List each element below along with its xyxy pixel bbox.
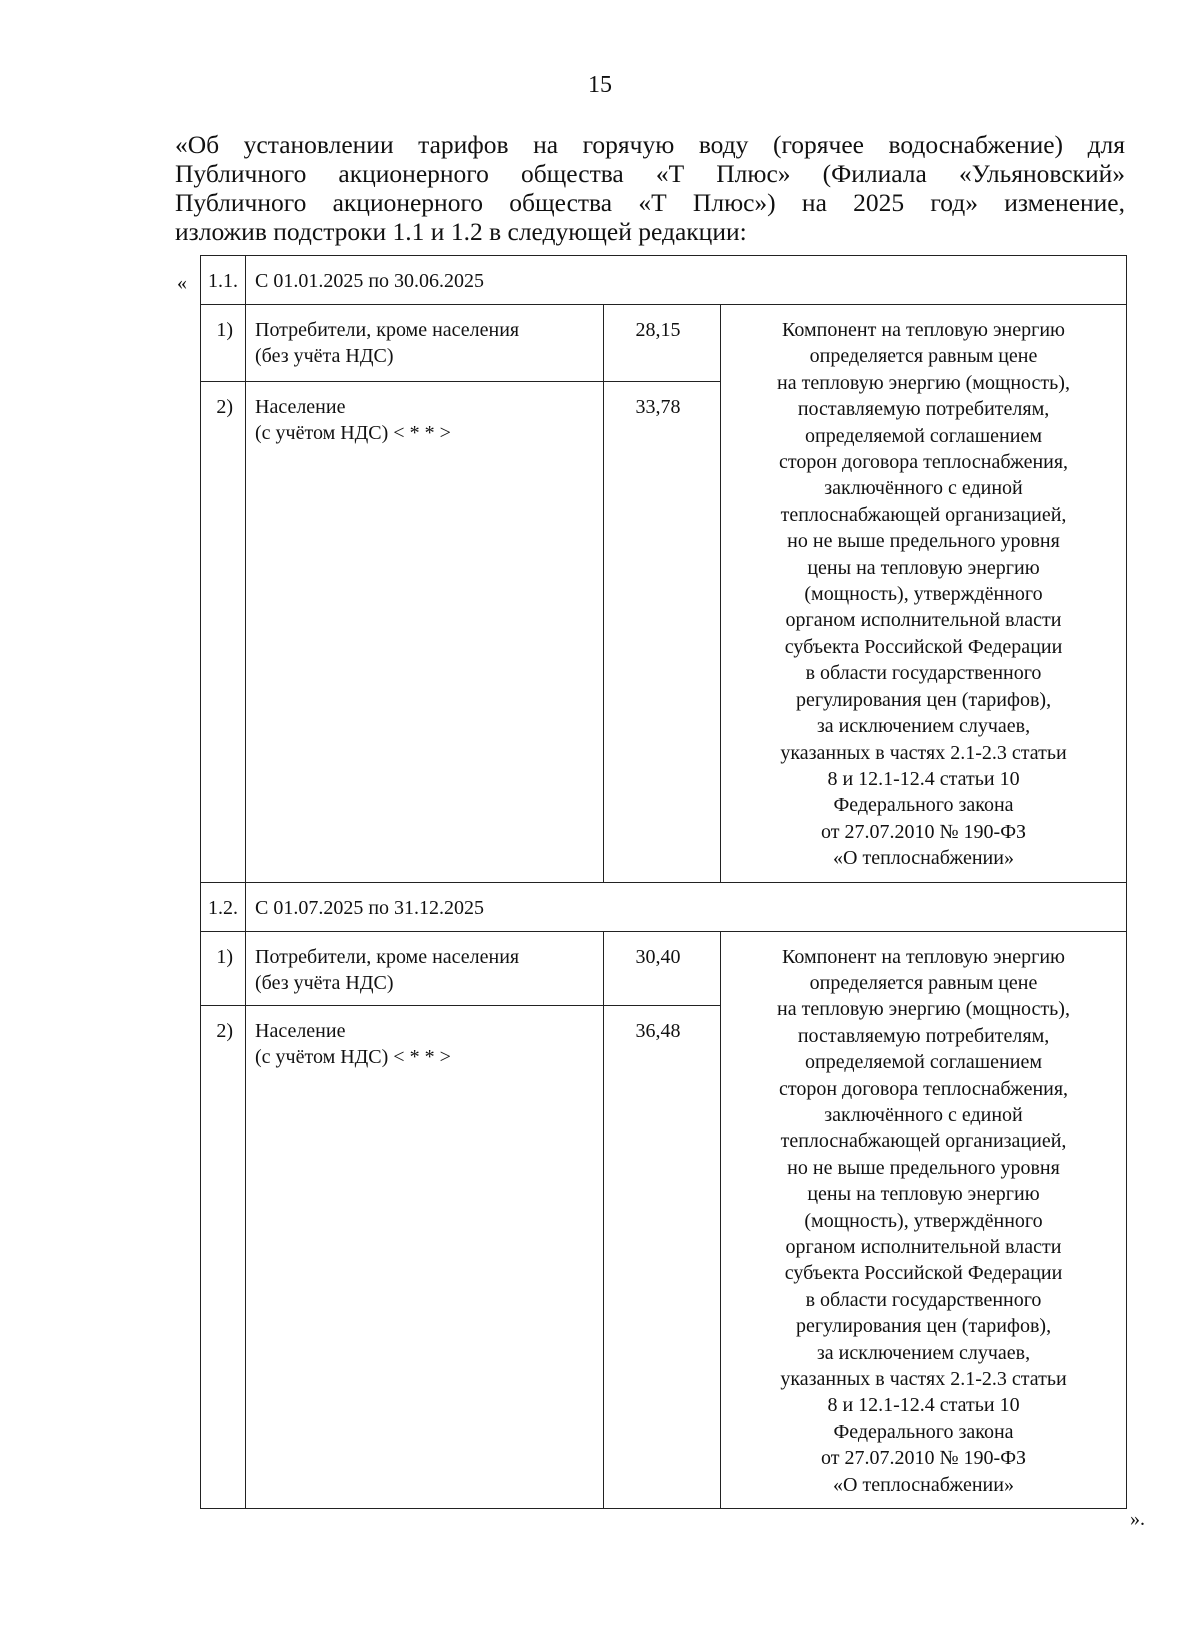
tariff-table bbox=[200, 255, 1127, 1509]
intro-line: Публичного акционерного общества «Т Плюс») на 2025 год» изменение, bbox=[175, 188, 1125, 217]
consumer-category-line: Потребители, кроме населения bbox=[255, 319, 520, 341]
tariff-note bbox=[721, 931, 1127, 1509]
note-line: заключённого с единой bbox=[824, 477, 1023, 500]
note-line: «О теплоснабжении» bbox=[833, 847, 1014, 870]
consumer-category bbox=[246, 1005, 604, 1508]
note-line: поставляемую потребителям, bbox=[797, 1024, 1050, 1047]
note-line: «О теплоснабжении» bbox=[833, 1473, 1014, 1496]
tariff-note bbox=[721, 305, 1127, 883]
note-line: цены на тепловую энергию bbox=[807, 1183, 1040, 1206]
note-line: указанных в частях 2.1-2.3 статьи bbox=[780, 1368, 1067, 1391]
intro-line: Публичного акционерного общества «Т Плюс» (Филиала «Ульяновский» bbox=[175, 159, 1125, 188]
note-line: регулирования цен (тарифов), bbox=[795, 1315, 1052, 1338]
note-line: определяемой соглашением bbox=[805, 424, 1042, 447]
note-line: в области государственного bbox=[805, 662, 1042, 685]
section-period: С 01.07.2025 по 31.12.2025 bbox=[246, 882, 1127, 931]
intro-paragraph bbox=[175, 130, 1125, 246]
note-line: определяется равным цене bbox=[809, 345, 1038, 368]
consumer-category bbox=[246, 381, 604, 882]
note-line: органом исполнительной власти bbox=[785, 609, 1062, 632]
section-header-row bbox=[201, 256, 1127, 305]
row-number: 1) bbox=[201, 305, 246, 382]
note-line: сторон договора теплоснабжения, bbox=[778, 1077, 1069, 1100]
note-line: 8 и 12.1-12.4 статьи 10 bbox=[827, 767, 1020, 790]
note-line: поставляемую потребителям, bbox=[797, 398, 1050, 421]
note-line: на тепловую энергию (мощность), bbox=[777, 998, 1070, 1021]
section-period: С 01.01.2025 по 30.06.2025 bbox=[246, 256, 1127, 305]
section-number: 1.1. bbox=[201, 256, 246, 305]
note-line: Компонент на тепловую энергию bbox=[782, 945, 1065, 968]
note-line: теплоснабжающей организацией, bbox=[780, 1130, 1067, 1153]
note-line: от 27.07.2010 № 190-ФЗ bbox=[820, 820, 1027, 843]
consumer-category-line: (без учёта НДС) bbox=[255, 345, 394, 368]
consumer-category-line: Потребители, кроме населения bbox=[255, 945, 520, 968]
tariff-value: 28,15 bbox=[604, 305, 721, 382]
note-line: от 27.07.2010 № 190-ФЗ bbox=[820, 1447, 1027, 1470]
intro-line: «Об установлении тарифов на горячую воду (горячее водоснабжение) для bbox=[175, 130, 1125, 159]
consumer-category bbox=[246, 931, 604, 1005]
note-line: указанных в частях 2.1-2.3 статьи bbox=[780, 741, 1067, 764]
note-line: за исключением случаев, bbox=[816, 715, 1031, 738]
consumer-category-line: (с учётом НДС) < * * > bbox=[255, 422, 451, 445]
consumer-category-line: Население bbox=[255, 395, 346, 418]
note-line: 8 и 12.1-12.4 статьи 10 bbox=[827, 1394, 1020, 1417]
note-line: цены на тепловую энергию bbox=[807, 556, 1040, 579]
note-line: но не выше предельного уровня bbox=[787, 530, 1060, 553]
note-line: теплоснабжающей организацией, bbox=[780, 503, 1067, 526]
closing-quote: ». bbox=[1130, 1508, 1145, 1530]
intro-line: изложив подстроки 1.1 и 1.2 в следующей редакции: bbox=[175, 217, 747, 246]
table-row bbox=[201, 305, 1127, 382]
note-line: в области государственного bbox=[805, 1288, 1042, 1311]
row-number: 2) bbox=[201, 1005, 246, 1508]
note-line: на тепловую энергию (мощность), bbox=[777, 371, 1070, 394]
note-line: Федерального закона bbox=[833, 794, 1014, 817]
note-line: субъекта Российской Федерации bbox=[784, 635, 1063, 658]
table-row bbox=[201, 931, 1127, 1005]
note-line: за исключением случаев, bbox=[816, 1341, 1031, 1364]
row-number: 2) bbox=[201, 381, 246, 882]
note-line: регулирования цен (тарифов), bbox=[795, 688, 1052, 711]
consumer-category-line: Население bbox=[255, 1019, 346, 1042]
section-header-row bbox=[201, 882, 1127, 931]
tariff-value: 33,78 bbox=[604, 381, 721, 882]
note-line: сторон договора теплоснабжения, bbox=[778, 451, 1069, 474]
tariff-value: 36,48 bbox=[604, 1005, 721, 1508]
note-line: определяется равным цене bbox=[809, 971, 1038, 994]
note-line: (мощность), утверждённого bbox=[804, 583, 1043, 606]
consumer-category bbox=[246, 305, 604, 382]
note-line: субъекта Российской Федерации bbox=[784, 1262, 1063, 1285]
note-line: (мощность), утверждённого bbox=[804, 1209, 1043, 1232]
page-number: 15 bbox=[588, 72, 612, 98]
note-line: органом исполнительной власти bbox=[785, 1236, 1062, 1258]
opening-quote: « bbox=[177, 272, 187, 294]
section-number: 1.2. bbox=[201, 882, 246, 931]
consumer-category-line: (с учётом НДС) < * * > bbox=[255, 1046, 451, 1069]
note-line: но не выше предельного уровня bbox=[787, 1156, 1060, 1179]
tariff-value: 30,40 bbox=[604, 931, 721, 1005]
note-line: Федерального закона bbox=[833, 1420, 1014, 1443]
note-line: заключённого с единой bbox=[824, 1103, 1023, 1126]
note-line: определяемой соглашением bbox=[805, 1051, 1042, 1074]
row-number: 1) bbox=[201, 931, 246, 1005]
consumer-category-line: (без учёта НДС) bbox=[255, 971, 394, 994]
note-line: Компонент на тепловую энергию bbox=[782, 319, 1065, 341]
